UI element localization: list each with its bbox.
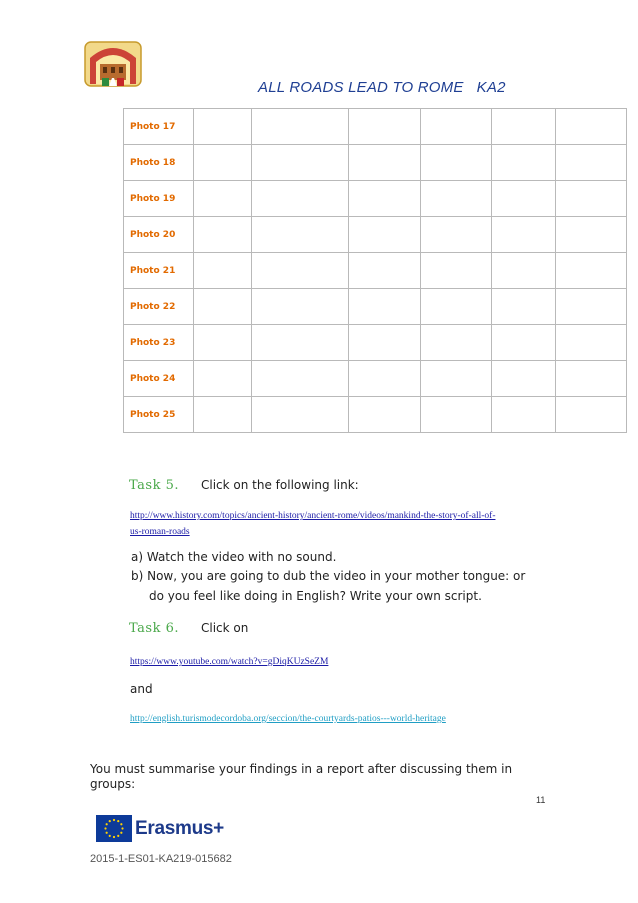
empty-cell[interactable] bbox=[556, 397, 627, 433]
empty-cell[interactable] bbox=[492, 325, 556, 361]
table-row bbox=[124, 397, 627, 433]
table-row bbox=[124, 181, 627, 217]
page-number: 11 bbox=[536, 795, 546, 805]
empty-cell[interactable] bbox=[349, 217, 421, 253]
table-row bbox=[124, 325, 627, 361]
task5-label: Task 5. bbox=[129, 478, 179, 493]
eu-star bbox=[104, 827, 106, 829]
task6-link-cordoba[interactable]: http://english.turismodecordoba.org/seccion/the-courtyards-patios---world-heritage bbox=[130, 714, 446, 724]
empty-cell[interactable] bbox=[556, 145, 627, 181]
photo-label: Photo 18 bbox=[124, 145, 194, 181]
colosseum-logo-icon bbox=[82, 38, 144, 88]
empty-cell[interactable] bbox=[194, 361, 252, 397]
empty-cell[interactable] bbox=[556, 325, 627, 361]
table-row bbox=[124, 289, 627, 325]
eu-star bbox=[121, 827, 123, 829]
task6-text: Click on bbox=[201, 621, 249, 635]
empty-cell[interactable] bbox=[421, 289, 492, 325]
table-row bbox=[124, 109, 627, 145]
empty-cell[interactable] bbox=[349, 325, 421, 361]
document-title: ALL ROADS LEAD TO ROME KA2 bbox=[258, 79, 506, 96]
eu-star bbox=[106, 832, 108, 834]
task5-text: Click on the following link: bbox=[201, 478, 359, 492]
empty-cell[interactable] bbox=[556, 217, 627, 253]
empty-cell[interactable] bbox=[421, 253, 492, 289]
task6-label: Task 6. bbox=[129, 621, 179, 636]
photo-label: Photo 22 bbox=[124, 289, 194, 325]
empty-cell[interactable] bbox=[194, 181, 252, 217]
eu-star bbox=[109, 820, 111, 822]
empty-cell[interactable] bbox=[252, 145, 349, 181]
project-reference: 2015-1-ES01-KA219-015682 bbox=[90, 853, 232, 865]
empty-cell[interactable] bbox=[194, 109, 252, 145]
empty-cell[interactable] bbox=[556, 181, 627, 217]
empty-cell[interactable] bbox=[194, 145, 252, 181]
empty-cell[interactable] bbox=[492, 109, 556, 145]
empty-cell[interactable] bbox=[349, 253, 421, 289]
photo-label: Photo 24 bbox=[124, 361, 194, 397]
empty-cell[interactable] bbox=[252, 289, 349, 325]
empty-cell[interactable] bbox=[492, 397, 556, 433]
eu-star bbox=[109, 835, 111, 837]
empty-cell[interactable] bbox=[349, 145, 421, 181]
photo-label: Photo 23 bbox=[124, 325, 194, 361]
eu-star bbox=[117, 820, 119, 822]
empty-cell[interactable] bbox=[492, 217, 556, 253]
empty-cell[interactable] bbox=[349, 181, 421, 217]
empty-cell[interactable] bbox=[349, 361, 421, 397]
erasmus-plus-logo: Erasmus+ bbox=[135, 818, 224, 839]
empty-cell[interactable] bbox=[194, 289, 252, 325]
eu-flag-icon bbox=[96, 815, 132, 842]
task5-link-line2[interactable]: us-roman-roads bbox=[130, 527, 190, 537]
empty-cell[interactable] bbox=[492, 181, 556, 217]
empty-cell[interactable] bbox=[349, 289, 421, 325]
photo-label: Photo 20 bbox=[124, 217, 194, 253]
empty-cell[interactable] bbox=[194, 217, 252, 253]
empty-cell[interactable] bbox=[349, 109, 421, 145]
empty-cell[interactable] bbox=[421, 397, 492, 433]
empty-cell[interactable] bbox=[421, 109, 492, 145]
empty-cell[interactable] bbox=[252, 325, 349, 361]
empty-cell[interactable] bbox=[492, 253, 556, 289]
empty-cell[interactable] bbox=[492, 145, 556, 181]
task5-item-a: a) Watch the video with no sound. bbox=[131, 550, 337, 564]
empty-cell[interactable] bbox=[349, 397, 421, 433]
empty-cell[interactable] bbox=[252, 217, 349, 253]
photo-label: Photo 25 bbox=[124, 397, 194, 433]
eu-star bbox=[117, 835, 119, 837]
eu-star bbox=[120, 823, 122, 825]
empty-cell[interactable] bbox=[556, 289, 627, 325]
task5-link-line1[interactable]: http://www.history.com/topics/ancient-history/ancient-rome/videos/mankind-the-story-of-all-of- bbox=[130, 511, 496, 521]
empty-cell[interactable] bbox=[421, 325, 492, 361]
empty-cell[interactable] bbox=[252, 109, 349, 145]
photo-label: Photo 19 bbox=[124, 181, 194, 217]
empty-cell[interactable] bbox=[421, 145, 492, 181]
empty-cell[interactable] bbox=[252, 181, 349, 217]
table-row bbox=[124, 145, 627, 181]
task5-item-b-line1: b) Now, you are going to dub the video in your mother tongue: or bbox=[131, 569, 526, 583]
empty-cell[interactable] bbox=[252, 397, 349, 433]
table-row bbox=[124, 217, 627, 253]
empty-cell[interactable] bbox=[421, 361, 492, 397]
empty-cell[interactable] bbox=[556, 109, 627, 145]
summary-line2: groups: bbox=[90, 777, 136, 791]
empty-cell[interactable] bbox=[194, 253, 252, 289]
task6-link-youtube[interactable]: https://www.youtube.com/watch?v=gDiqKUzSeZM bbox=[130, 657, 329, 667]
task5-item-b-line2: do you feel like doing in English? Write your own script. bbox=[149, 589, 482, 603]
summary-line1: You must summarise your findings in a report after discussing them in bbox=[90, 762, 513, 776]
eu-star bbox=[106, 823, 108, 825]
task6-and-text: and bbox=[130, 682, 153, 696]
empty-cell[interactable] bbox=[421, 217, 492, 253]
task5-link[interactable] bbox=[130, 508, 495, 540]
eu-star bbox=[113, 836, 115, 838]
photo-label: Photo 21 bbox=[124, 253, 194, 289]
empty-cell[interactable] bbox=[421, 181, 492, 217]
eu-star bbox=[120, 832, 122, 834]
empty-cell[interactable] bbox=[556, 253, 627, 289]
empty-cell[interactable] bbox=[492, 289, 556, 325]
table-row bbox=[124, 253, 627, 289]
photo-table bbox=[123, 108, 627, 433]
empty-cell[interactable] bbox=[492, 361, 556, 397]
empty-cell[interactable] bbox=[252, 361, 349, 397]
empty-cell[interactable] bbox=[194, 397, 252, 433]
empty-cell[interactable] bbox=[194, 325, 252, 361]
table-row bbox=[124, 361, 627, 397]
empty-cell[interactable] bbox=[556, 361, 627, 397]
empty-cell[interactable] bbox=[252, 253, 349, 289]
eu-star bbox=[113, 819, 115, 821]
photo-label: Photo 17 bbox=[124, 109, 194, 145]
